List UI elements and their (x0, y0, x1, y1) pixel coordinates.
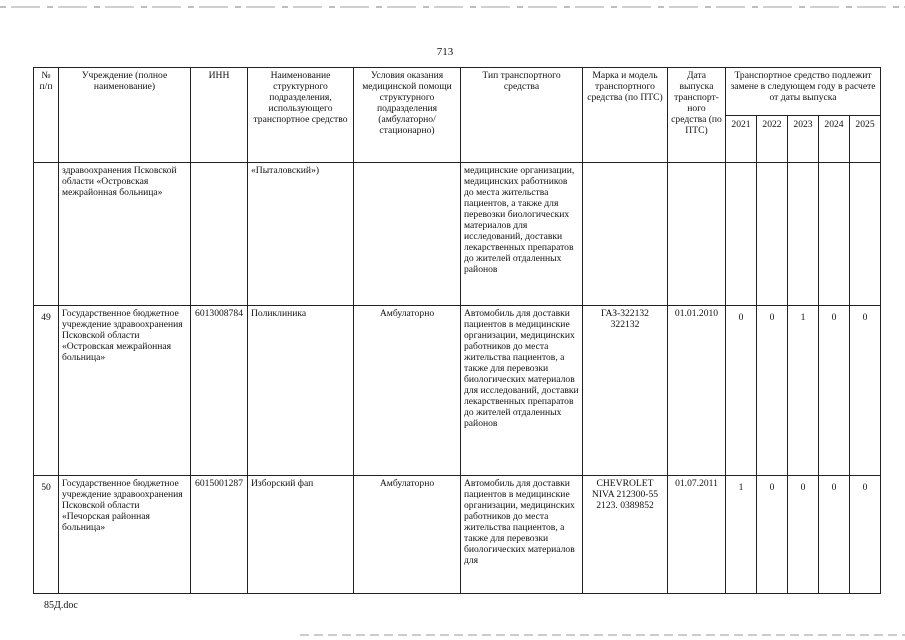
header-vehicle-type: Тип транспортного средства (461, 68, 583, 163)
header-row (34, 68, 881, 116)
row-inn (191, 163, 248, 306)
header-year: 2025 (850, 116, 881, 163)
row-year-value: 1 (726, 476, 757, 594)
row-vehicle-type: Автомобиль для доставки пациентов в медицинские организации, медицинских работников до места жительства пациентов, а также для перевозки биологических материалов для исследований, доставки лекарственных препаратов до жителей отдаленных районов (461, 306, 583, 476)
row-brand: CHEVROLET NIVA 212300-55 2123. 0389852 (583, 476, 668, 594)
row-year-value: 0 (850, 476, 881, 594)
footer-filename: 85Д.doc (44, 600, 78, 611)
header-replacement: Транспортное средство подлежит замене в следующем году в расчете от даты выпуска (726, 68, 881, 116)
row-release-date: 01.01.2010 (668, 306, 726, 476)
row-brand: ГАЗ-322132 322132 (583, 306, 668, 476)
row-vehicle-type: Автомобиль для доставки пациентов в медицинские организации, медицинских работников до места жительства пациентов, а также для перевозки биологических материалов для (461, 476, 583, 594)
scan-artifact-top (0, 6, 905, 8)
header-year: 2021 (726, 116, 757, 163)
table-row (34, 476, 881, 594)
row-year-value (726, 163, 757, 306)
row-institution: Государственное бюджетное учреждение здравоохранения Псковской области «Островская межрайонная больница» (59, 306, 191, 476)
row-subdivision: «Пыталовский») (248, 163, 354, 306)
row-institution: Государственное бюджетное учреждение здравоохранения Псковской области «Печорская районная больница» (59, 476, 191, 594)
scan-artifact-bottom (300, 634, 905, 636)
header-num: № п/п (34, 68, 59, 163)
row-release-date (668, 163, 726, 306)
row-year-value (850, 163, 881, 306)
row-release-date: 01.07.2011 (668, 476, 726, 594)
row-inn: 6015001287 (191, 476, 248, 594)
row-year-value (819, 163, 850, 306)
header-year: 2022 (757, 116, 788, 163)
row-num (34, 163, 59, 306)
row-year-value: 0 (757, 476, 788, 594)
page-number: 713 (436, 46, 454, 58)
row-inn: 6013008784 (191, 306, 248, 476)
row-year-value: 0 (819, 476, 850, 594)
header-subdivision: Наименование структурного подразделения, использующего транспортное средство (248, 68, 354, 163)
row-year-value (788, 163, 819, 306)
header-release-date: Дата выпуска транспорт-ного средства (по ПТС) (668, 68, 726, 163)
row-year-value: 0 (788, 476, 819, 594)
row-year-value: 0 (819, 306, 850, 476)
header-year: 2023 (788, 116, 819, 163)
row-conditions: Амбулаторно (354, 476, 461, 594)
header-brand: Марка и модель транспортного средства (по ПТС) (583, 68, 668, 163)
row-conditions (354, 163, 461, 306)
header-year: 2024 (819, 116, 850, 163)
row-vehicle-type: медицинские организации, медицинских работников до места жительства пациентов, а также для перевозки биологических материалов для исследований, доставки лекарственных препаратов до жителей отдаленных районов (461, 163, 583, 306)
row-year-value: 0 (757, 306, 788, 476)
header-institution: Учреждение (полное наименование) (59, 68, 191, 163)
table-row (34, 306, 881, 476)
header-conditions: Условия оказания медицинской помощи структурного подразделения (амбулаторно/ стационарно) (354, 68, 461, 163)
row-year-value: 0 (726, 306, 757, 476)
row-institution: здравоохранения Псковской области «Островская межрайонная больница» (59, 163, 191, 306)
header-inn: ИНН (191, 68, 248, 163)
row-year-value: 0 (850, 306, 881, 476)
row-year-value: 1 (788, 306, 819, 476)
row-num: 50 (34, 476, 59, 594)
table-row (34, 163, 881, 306)
row-year-value (757, 163, 788, 306)
row-conditions: Амбулаторно (354, 306, 461, 476)
row-brand (583, 163, 668, 306)
row-num: 49 (34, 306, 59, 476)
row-subdivision: Поликлиника (248, 306, 354, 476)
row-subdivision: Изборский фап (248, 476, 354, 594)
vehicle-table (33, 67, 881, 594)
